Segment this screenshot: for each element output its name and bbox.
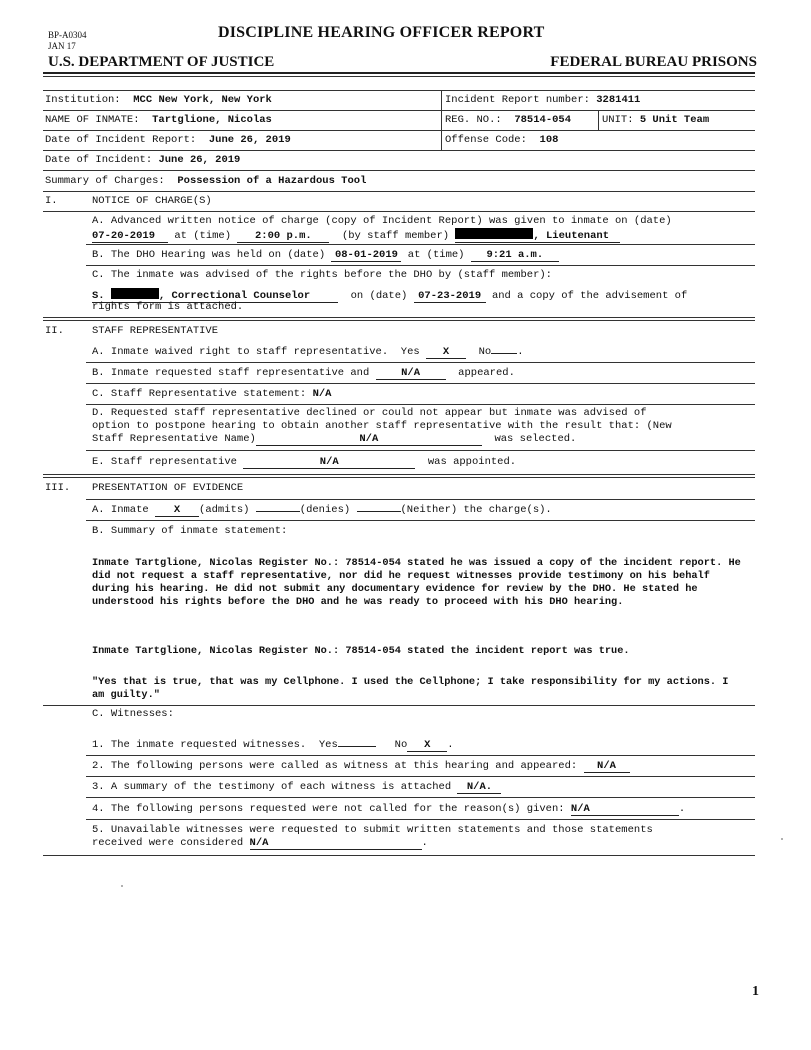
institution-label: Institution:	[45, 94, 121, 106]
offense-code-field	[445, 134, 558, 147]
notice-c-line1: C. The inmate was advised of the rights before the DHO by (staff member):	[92, 269, 552, 281]
incident-date-label: Date of Incident:	[45, 154, 153, 166]
incident-report-value: 3281411	[596, 94, 641, 106]
inmate-name-field	[45, 114, 272, 127]
row-divider	[86, 362, 755, 363]
witness-1-yes-label: Yes	[318, 739, 338, 751]
section-divider-double	[43, 320, 755, 321]
unit-label: UNIT:	[602, 114, 634, 126]
evidence-a-neither-value	[357, 511, 401, 512]
reg-no-field	[445, 114, 571, 127]
evidence-a-admits: (admits)	[199, 504, 250, 516]
witness-5-value: N/A	[250, 837, 422, 850]
rep-a-yes-label: Yes	[400, 346, 420, 358]
evidence-a-denies-value	[256, 511, 300, 512]
rep-b-line	[92, 367, 752, 380]
form-number: BP-A0304	[48, 30, 87, 40]
notice-a-date: 07-20-2019	[92, 230, 168, 243]
witnesses-label: C. Witnesses:	[92, 708, 174, 720]
notice-a-staff-title: , Lieutenant	[533, 230, 610, 242]
rep-d-line3	[92, 433, 752, 446]
scan-speck	[121, 885, 123, 887]
redaction-block	[455, 228, 533, 239]
report-date-value: June 26, 2019	[208, 134, 291, 146]
section-divider	[43, 317, 755, 318]
evidence-a-admits-value: X	[155, 504, 199, 517]
incident-report-field	[445, 94, 640, 107]
witness-2-line	[92, 760, 752, 773]
unit-field	[602, 114, 709, 127]
notice-b-line	[92, 249, 752, 262]
notice-a-line1: A. Advanced written notice of charge (copy of Incident Report) was given to inmate on (date)	[92, 215, 672, 227]
column-divider	[441, 90, 442, 150]
row-divider	[86, 265, 755, 266]
agency-name: FEDERAL BUREAU PRISONS	[550, 54, 757, 70]
notice-b-time: 9:21 a.m.	[471, 249, 559, 262]
page-title: DISCIPLINE HEARING OFFICER REPORT	[218, 24, 545, 41]
witness-4-line: 4. The following persons requested were not called for the reason(s) given: N/A .	[92, 803, 686, 815]
section-3-heading: PRESENTATION OF EVIDENCE	[92, 482, 244, 494]
rep-d-name-label: Staff Representative Name)	[92, 433, 256, 445]
witness-3-line	[92, 781, 752, 794]
notice-c-date-label: on (date)	[350, 290, 408, 302]
charges-field	[45, 175, 366, 188]
header-divider-thin	[43, 76, 755, 77]
notice-c-date: 07-23-2019	[414, 290, 486, 303]
incident-date-field	[45, 154, 240, 167]
rep-b-value: N/A	[376, 367, 446, 380]
row-divider	[86, 383, 755, 384]
section-1-heading: NOTICE OF CHARGE(S)	[92, 195, 212, 207]
report-date-field	[45, 134, 291, 147]
header-divider	[43, 72, 755, 74]
notice-a-staff-label: (by staff member)	[341, 230, 450, 242]
charges-label: Summary of Charges:	[45, 175, 165, 187]
notice-b-label: B. The DHO Hearing was held on (date)	[92, 249, 326, 261]
offense-code-label: Offense Code:	[445, 134, 527, 146]
row-divider	[86, 520, 755, 521]
witness-2-value: N/A	[584, 760, 630, 773]
witness-1-line: 1. The inmate requested witnesses. Yes No X .	[92, 739, 454, 751]
rep-c-label: C. Staff Representative statement:	[92, 388, 307, 400]
notice-a-time-label: at (time)	[174, 230, 232, 242]
witness-5-label: received were considered	[92, 837, 244, 849]
section-divider-double	[43, 477, 755, 478]
notice-b-time-label: at (time)	[407, 249, 465, 261]
rep-e-value: N/A	[243, 456, 415, 469]
witness-1-no-label: No	[394, 739, 408, 751]
column-divider-unit	[598, 110, 599, 130]
row-divider	[86, 797, 755, 798]
inmate-statement-summary: Inmate Tartglione, Nicolas Register No.: 78514-054 stated he was issued a copy of the incident report. He did not request a staff representative, nor did he request witnesses provide testimony on his behalf during his hearing. He did not submit any documentary evidence for review by the DHO. He stated he understood his rights before the DHO and he was ready to proceed with his DHO hearing.	[92, 557, 741, 608]
rep-d-line1: D. Requested staff representative declined or could not appear but inmate was advised of	[92, 407, 647, 419]
notice-c-tail: and a copy of the advisement of	[491, 290, 688, 302]
notice-c-staff-initial: S.	[92, 290, 105, 302]
rep-d-tail: was selected.	[494, 433, 577, 445]
witness-2-label: 2. The following persons were called as witness at this hearing and appeared:	[92, 760, 578, 772]
evidence-b-label: B. Summary of inmate statement:	[92, 525, 288, 537]
section-3-numeral: III.	[45, 482, 71, 494]
rep-b-tail: appeared.	[458, 367, 515, 379]
rep-a-yes-value: X	[426, 346, 466, 359]
rep-a-no-label: No	[478, 346, 492, 358]
department-name: U.S. DEPARTMENT OF JUSTICE	[48, 54, 275, 70]
witness-3-label: 3. A summary of the testimony of each witness is attached	[92, 781, 452, 793]
rep-e-tail: was appointed.	[427, 456, 517, 468]
section-2-numeral: II.	[45, 325, 64, 337]
rep-c-line	[92, 388, 752, 401]
witness-4-label: 4. The following persons requested were not called for the reason(s) given:	[92, 803, 565, 815]
row-divider	[43, 150, 755, 151]
row-divider	[86, 450, 755, 451]
report-date-label: Date of Incident Report:	[45, 134, 197, 146]
inmate-name-label: NAME OF INMATE:	[45, 114, 140, 126]
incident-report-label: Incident Report number:	[445, 94, 590, 106]
row-divider	[86, 819, 755, 820]
witness-5-line2: received were considered N/A .	[92, 837, 428, 849]
institution-field	[45, 94, 272, 107]
witness-1-no-value: X	[407, 739, 447, 752]
rep-c-value: N/A	[312, 388, 332, 400]
rep-d-value: N/A	[256, 433, 482, 446]
rep-a-label: A. Inmate waived right to staff representative.	[92, 346, 389, 358]
section-2-heading: STAFF REPRESENTATIVE	[92, 325, 219, 337]
redaction-block	[111, 288, 159, 299]
row-divider	[86, 244, 755, 245]
row-divider	[43, 110, 755, 111]
row-divider	[43, 705, 755, 706]
row-divider	[86, 776, 755, 777]
table-top-border	[43, 90, 755, 91]
unit-value: 5 Unit Team	[639, 114, 710, 126]
witness-1-yes-value	[338, 746, 376, 747]
row-divider	[86, 755, 755, 756]
rep-b-label: B. Inmate requested staff representative and	[92, 367, 370, 379]
section-1-numeral: I.	[45, 195, 58, 207]
form-revision-date: JAN 17	[48, 41, 76, 51]
inmate-statement-admission: Inmate Tartglione, Nicolas Register No.: 78514-054 stated the incident report was true.	[92, 645, 630, 657]
witness-3-value: N/A.	[457, 781, 501, 794]
rep-a-no-value	[491, 353, 517, 354]
rep-e-line	[92, 456, 752, 469]
scan-speck	[781, 838, 783, 840]
notice-c-line3: rights form is attached.	[92, 301, 244, 313]
form-code	[48, 30, 87, 52]
evidence-a-label: A. Inmate	[92, 504, 149, 516]
evidence-a-neither: (Neither) the charge(s).	[400, 504, 552, 516]
notice-a-staff	[455, 228, 620, 243]
witness-4-value: N/A	[571, 803, 679, 816]
row-divider	[86, 404, 755, 405]
row-divider	[86, 499, 755, 500]
row-divider	[43, 211, 755, 212]
incident-date-value: June 26, 2019	[158, 154, 241, 166]
notice-a-line2	[92, 228, 752, 243]
page-number: 1	[752, 984, 759, 999]
section-divider	[43, 855, 755, 856]
witness-1-label: 1. The inmate requested witnesses.	[92, 739, 307, 751]
witness-5-line1: 5. Unavailable witnesses were requested to submit written statements and those statements	[92, 824, 653, 836]
rep-a-line: A. Inmate waived right to staff representative. Yes X No .	[92, 346, 524, 358]
notice-c-staff-title: , Correctional Counselor	[158, 290, 311, 302]
reg-no-value: 78514-054	[514, 114, 572, 126]
row-divider	[43, 170, 755, 171]
evidence-a-denies: (denies)	[299, 504, 351, 516]
rep-d-line2: option to postpone hearing to obtain another staff representative with the result that: (New	[92, 420, 672, 432]
rep-e-label: E. Staff representative	[92, 456, 237, 468]
reg-no-label: REG. NO.:	[445, 114, 502, 126]
row-divider	[43, 130, 755, 131]
inmate-statement-quote: "Yes that is true, that was my Cellphone. I used the Cellphone; I take responsibility for my actions. I am guilty."	[92, 676, 729, 701]
evidence-a-line	[92, 504, 752, 517]
row-divider	[43, 191, 755, 192]
inmate-name-value: Tartglione, Nicolas	[152, 114, 272, 126]
charges-value: Possession of a Hazardous Tool	[177, 175, 367, 187]
offense-code-value: 108	[539, 134, 559, 146]
institution-value: MCC New York, New York	[133, 94, 272, 106]
notice-a-time: 2:00 p.m.	[237, 230, 329, 243]
notice-b-date: 08-01-2019	[331, 249, 401, 262]
section-divider	[43, 474, 755, 475]
